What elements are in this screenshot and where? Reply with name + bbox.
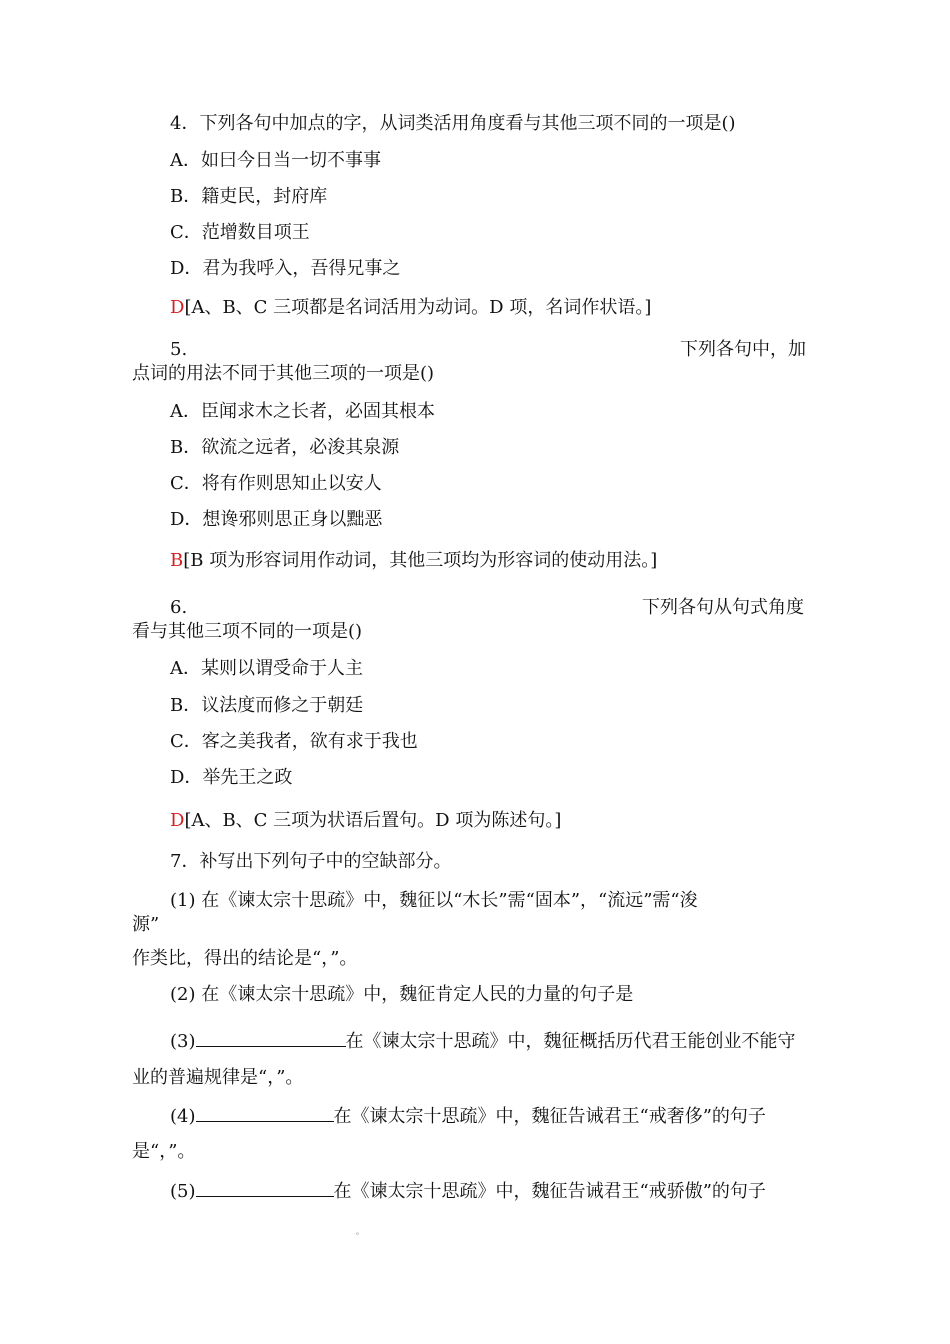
- q7-part5-label: (5): [170, 1181, 196, 1202]
- q4-option-d: D．君为我呼入，吾得兄事之: [170, 258, 401, 279]
- q6-option-c: C．客之美我者，欲有求于我也: [170, 731, 418, 752]
- q4-answer-letter: D: [170, 297, 185, 318]
- q6-stem-continued: 看与其他三项不同的一项是(): [132, 621, 363, 642]
- q6-answer-text: [A、B、C 三项为状语后置句。D 项为陈述句。]: [184, 810, 562, 831]
- q7-part3-line2: 业的普遍规律是“，”。: [132, 1067, 304, 1088]
- q5-answer-text: [B 项为形容词用作动词，其他三项均为形容词的使动用法。]: [183, 550, 658, 571]
- q7-part3-line1: [170, 1028, 796, 1054]
- q4-option-c: C．范增数目项王: [170, 222, 310, 243]
- q7-part5-text: 在《谏太宗十思疏》中，魏征告诫君王“戒骄傲”的句子: [333, 1181, 766, 1202]
- q5-option-d: D．想谗邪则思正身以黜恶: [170, 509, 383, 530]
- q5-answer-letter: B: [170, 550, 184, 571]
- q7-part4-line1: [170, 1103, 766, 1129]
- q7-part4-text: 在《谏太宗十思疏》中，魏征告诫君王“戒奢侈”的句子: [333, 1106, 766, 1127]
- q6-answer-letter: D: [170, 810, 185, 831]
- q7-stem: 7．补写出下列句子中的空缺部分。: [170, 851, 452, 872]
- q7-part2: (2) 在《谏太宗十思疏》中，魏征肯定人民的力量的句子是: [170, 984, 634, 1005]
- q4-answer-text: [A、B、C 三项都是名词活用为动词。D 项，名词作状语。]: [184, 297, 652, 318]
- q7-part3-blank[interactable]: [196, 1028, 346, 1047]
- q7-part5-line1: [170, 1178, 766, 1204]
- q6-stem-right: 下列各句从句式角度: [642, 597, 804, 618]
- footer-mark: 。: [356, 1227, 364, 1236]
- q6-option-a: A．某则以谓受命于人主: [170, 658, 363, 679]
- q5-option-b: B．欲流之远者，必浚其泉源: [170, 437, 400, 458]
- q7-part5-blank[interactable]: [196, 1178, 334, 1197]
- q7-part4-label: (4): [170, 1106, 196, 1127]
- q4-option-a: A．如曰今日当一切不事事: [170, 150, 381, 171]
- q5-answer: [170, 549, 657, 573]
- q7-part1-line2: 源”: [132, 914, 160, 935]
- q6-number: 6.: [170, 597, 188, 618]
- q7-part1-line3: 作类比，得出的结论是“，”。: [132, 948, 358, 969]
- q5-option-c: C．将有作则思知止以安人: [170, 473, 382, 494]
- q5-stem-continued: 点词的用法不同于其他三项的一项是(): [132, 363, 435, 384]
- q5-stem-right: 下列各句中，加: [680, 339, 806, 360]
- q6-answer: [170, 809, 561, 833]
- q4-option-b: B．籍吏民，封府库: [170, 186, 328, 207]
- q7-part4-line2: 是“，”。: [132, 1141, 196, 1162]
- q5-number: 5.: [170, 339, 188, 360]
- q5-option-a: A．臣闻求木之长者，必固其根本: [170, 401, 435, 422]
- q4-stem: 4．下列各句中加点的字，从词类活用角度看与其他三项不同的一项是(): [170, 113, 736, 134]
- q6-option-b: B．议法度而修之于朝廷: [170, 695, 364, 716]
- q6-option-d: D．举先王之政: [170, 767, 293, 788]
- q7-part4-blank[interactable]: [196, 1103, 334, 1122]
- q7-part3-label: (3): [170, 1031, 196, 1052]
- q4-answer: [170, 296, 651, 320]
- q7-part3-text: 在《谏太宗十思疏》中，魏征概括历代君王能创业不能守: [345, 1031, 796, 1052]
- q7-part1-line1: (1) 在《谏太宗十思疏》中，魏征以“木长”需“固本”，“流远”需“浚: [170, 890, 698, 911]
